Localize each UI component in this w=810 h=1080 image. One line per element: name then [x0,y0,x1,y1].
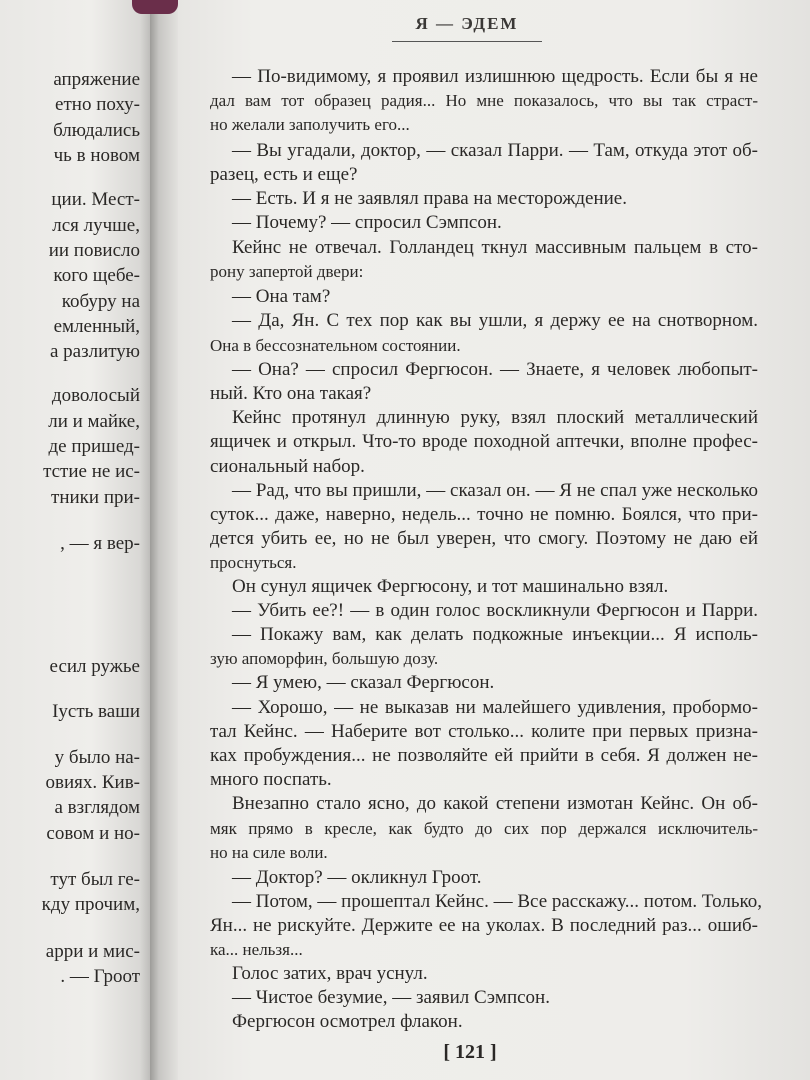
left-page-line: арри и мис- [45,941,140,962]
left-page-line: емленный, [53,316,140,337]
left-page-line: кду прочим, [41,894,140,915]
left-page-line: апряжение [53,69,140,90]
left-page-line: доволосый [51,385,140,406]
text-line: много поспать. [210,769,332,790]
left-page-line: чь в новом [53,145,140,166]
running-head-rule [392,41,542,42]
text-line: зую апоморфин, большую дозу. [210,649,439,668]
text-line: — Да, Ян. С тех пор как вы ушли, я держу ее на снотворном. [232,310,758,331]
text-line: — Вы угадали, доктор, — сказал Парри. — Там, откуда этот об- [232,140,758,161]
text-line: Голос затих, врач уснул. [232,963,428,984]
left-page-line: совом и но- [46,823,140,844]
text-line: — Потом, — прошептал Кейнс. — Все расскажу... потом. Только, [232,891,762,912]
text-line: — Она там? [232,286,331,307]
left-page-line: етно поху- [55,94,140,115]
left-page-line: а взглядом [54,797,140,818]
page-number: [ 121 ] [443,1041,497,1063]
text-line: — Убить ее?! — в один голос воскликнули Фергюсон и Парри. [232,600,758,621]
left-page-line: кобуру на [61,291,140,312]
left-page-line: лся лучше, [52,215,140,236]
left-page-line: . — Гроот [60,966,140,987]
text-line: но желали заполучить его... [210,115,410,134]
text-line: — Она? — спросил Фергюсон. — Знаете, я человек любопыт- [232,359,758,380]
text-line: — Есть. И я не заявлял права на месторождение. [232,188,627,209]
text-line: — Хорошо, — не выказав ни малейшего удивления, пробормо- [232,697,758,718]
text-line: — Чистое безумие, — заявил Сэмпсон. [232,987,550,1008]
left-page-line: тстие не ис- [43,461,140,482]
left-page-line: а разлитую [49,341,140,362]
left-page-line: кого щебе- [53,265,140,286]
text-line: — Я умею, — сказал Фергюсон. [232,672,495,693]
text-line: рону запертой двери: [210,262,364,281]
text-line: тал Кейнс. — Наберите вот столько... колите при первых призна- [210,721,758,742]
left-page-line: ли и майке, [48,411,140,432]
running-head: Я — ЭДЕМ [415,14,519,33]
text-line: ный. Кто она такая? [210,383,372,404]
book-gutter [150,0,180,1080]
text-line: сиональный набор. [210,456,365,477]
text-line: но на силе воли. [210,843,328,862]
left-page-line: тут был ге- [50,869,140,890]
left-page [0,0,152,1080]
left-page-line: у было на- [54,747,140,768]
text-line: Фергюсон осмотрел флакон. [232,1011,463,1032]
left-page-line: овиях. Кив- [45,772,140,793]
left-page-line: блюдались [53,120,140,141]
text-line: дал вам тот образец радия... Но мне показалось, что вы так страст- [210,91,758,110]
text-line: — Почему? — спросил Сэмпсон. [232,212,502,233]
text-line: — Покажу вам, как делать подкожные инъекции... Я исполь- [232,624,758,645]
text-line: Она в бессознательном состоянии. [210,336,461,355]
text-line: мяк прямо в кресле, как будто до сих пор держался исключитель- [210,819,758,838]
text-line: ках пробуждения... не позволяйте ей прийти в себя. Я должен не- [210,745,758,766]
text-line: разец, есть и еще? [210,164,358,185]
bookmark-ribbon [132,0,178,14]
text-line: Ян... не рискуйте. Держите ее на уколах. В последний раз... ошиб- [210,915,758,936]
left-page-line: есил ружье [49,656,140,677]
text-line: — По-видимому, я проявил излишнюю щедрость. Если бы я не [232,66,758,87]
left-page-line: ии повисло [48,240,140,261]
text-line: Он сунул ящичек Фергюсону, и тот машинально взял. [232,576,669,597]
text-line: Внезапно стало ясно, до какой степени измотан Кейнс. Он об- [232,793,758,814]
text-line: — Рад, что вы пришли, — сказал он. — Я не спал уже несколько [232,480,758,501]
left-page-line: де пришед- [48,436,140,457]
left-page-line: , — я вер- [60,533,140,554]
text-line: Кейнс протянул длинную руку, взял плоский металлический [232,407,758,428]
text-line: проснуться. [210,553,297,572]
left-page-line: Іусть ваши [52,701,140,722]
text-line: Кейнс не отвечал. Голландец ткнул массивным пальцем в сто- [232,237,758,258]
text-line: ка... нельзя... [210,940,303,959]
text-line: ящичек и открыл. Что-то вроде походной аптечки, вполне профес- [210,431,758,452]
left-page-line: тники при- [51,487,140,508]
text-line: дется убить ее, но не был уверен, что смогу. Поэтому не даю ей [210,528,758,549]
text-line: суток... даже, наверно, недель... точно не помню. Боялся, что при- [210,504,758,525]
text-line: — Доктор? — окликнул Гроот. [232,867,482,888]
left-page-line: ции. Мест- [51,189,140,210]
